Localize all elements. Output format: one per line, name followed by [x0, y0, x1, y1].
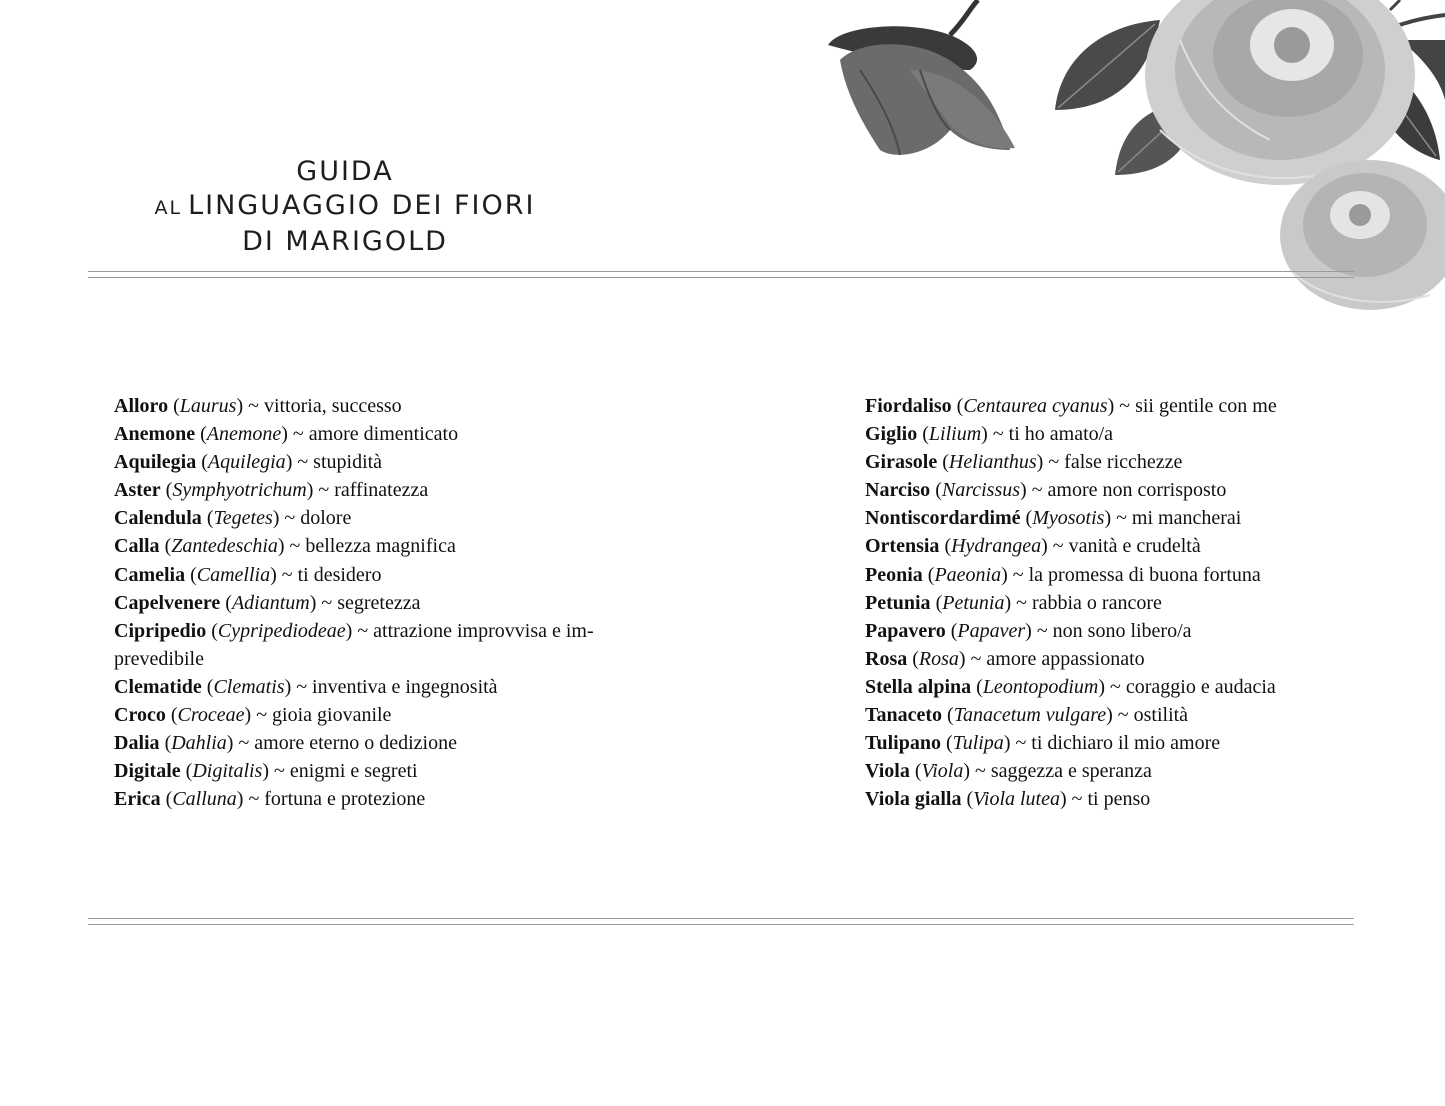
header-divider-bottom: [88, 277, 1354, 278]
poppy-flower: [828, 26, 1015, 155]
flower-entry: Nontiscordardimé (Myosotis) ~ mi mancherai: [865, 507, 1242, 530]
flower-name: Peonia: [865, 563, 923, 586]
title-prefix: AL: [154, 197, 183, 219]
flower-entry: Ortensia (Hydrangea) ~ vanità e crudeltà: [865, 535, 1201, 558]
flower-meaning: inventiva e ingegnosità: [312, 675, 498, 698]
flower-latin-name: Anemone: [206, 423, 282, 446]
flower-meaning: raffinatezza: [334, 479, 429, 502]
flower-latin-name: Tulipa: [952, 732, 1004, 755]
flower-latin-name: Tegetes: [213, 507, 273, 530]
flower-latin-name: Aquilegia: [207, 451, 286, 474]
flower-entry: Capelvenere (Adiantum) ~ segretezza: [114, 591, 421, 614]
flower-latin-name: Leontopodium: [982, 675, 1099, 698]
title-line-2: [100, 189, 590, 225]
flower-latin-name: Paeonia: [934, 563, 1002, 586]
header-divider-top: [88, 271, 1354, 272]
flower-name: Digitale: [114, 760, 181, 783]
flower-meaning: ti dichiaro il mio amore: [1031, 732, 1221, 755]
flower-meaning: mi mancherai: [1131, 507, 1242, 530]
flower-entry: Anemone (Anemone) ~ amore dimenticato: [114, 423, 459, 446]
flower-meaning: ti penso: [1087, 788, 1151, 811]
flower-latin-name: Cypripediodeae: [217, 619, 346, 642]
flower-entry: Fiordaliso (Centaurea cyanus) ~ sii gentile con me: [865, 395, 1277, 417]
flower-entry: Dalia (Dahlia) ~ amore eterno o dedizione: [114, 732, 457, 755]
flower-latin-name: Viola: [921, 760, 964, 783]
flower-name: Camelia: [114, 563, 186, 586]
flower-latin-name: Papaver: [957, 619, 1026, 642]
flower-entry: Tanaceto (Tanacetum vulgare) ~ ostilità: [865, 704, 1189, 727]
flower-entry: Tulipano (Tulipa) ~ ti dichiaro il mio amore: [865, 732, 1221, 755]
flower-meaning: non sono libero/a: [1052, 619, 1192, 642]
flower-entry: Calendula (Tegetes) ~ dolore: [114, 507, 352, 530]
flower-entry: Cipripedio (Cypripediodeae) ~ attrazione improvvisa e im-prevedibile: [114, 619, 594, 670]
flower-entry: Narciso (Narcissus) ~ amore non corrisposto: [865, 479, 1227, 502]
flower-latin-name: Petunia: [942, 591, 1005, 614]
flower-name: Fiordaliso: [865, 395, 952, 417]
flower-name: Narciso: [865, 479, 931, 502]
flower-name: Rosa: [865, 647, 908, 670]
flower-meaning: saggezza e speranza: [990, 760, 1152, 783]
flower-latin-name: Helianthus: [948, 451, 1037, 474]
flower-meaning: gioia giovanile: [272, 704, 392, 727]
flower-meaning: vanità e crudeltà: [1068, 535, 1201, 558]
flower-name: Girasole: [865, 451, 938, 474]
flower-name: Tanaceto: [865, 704, 943, 727]
flower-meaning: la promessa di buona fortuna: [1028, 563, 1261, 586]
flower-name: Tulipano: [865, 732, 941, 755]
flower-entry: Viola (Viola) ~ saggezza e speranza: [865, 760, 1152, 783]
flower-name: Giglio: [865, 423, 918, 446]
flower-meaning: bellezza magnifica: [305, 535, 456, 558]
flower-latin-name: Digitalis: [192, 760, 263, 783]
flower-name: Capelvenere: [114, 591, 221, 614]
flower-latin-name: Laurus: [179, 395, 237, 417]
flower-name: Aquilegia: [114, 451, 197, 474]
flower-entry: Calla (Zantedeschia) ~ bellezza magnifica: [114, 535, 456, 558]
flower-list-left: [114, 392, 614, 813]
flower-latin-name: Lilium: [928, 423, 982, 446]
flower-entry: Alloro (Laurus) ~ vittoria, successo: [114, 395, 402, 417]
page-title: [100, 155, 590, 259]
flower-entry: Petunia (Petunia) ~ rabbia o rancore: [865, 591, 1162, 614]
flower-meaning: ti desidero: [297, 563, 382, 586]
flower-latin-name: Croceae: [177, 704, 245, 727]
flower-entry: Peonia (Paeonia) ~ la promessa di buona fortuna: [865, 563, 1261, 586]
flower-entry: Stella alpina (Leontopodium) ~ coraggio e audacia: [865, 675, 1276, 698]
flower-latin-name: Zantedeschia: [171, 535, 278, 558]
flower-entry: Viola gialla (Viola lutea) ~ ti penso: [865, 788, 1151, 811]
flower-entry: Aster (Symphyotrichum) ~ raffinatezza: [114, 479, 429, 502]
floral-illustration: [800, 0, 1445, 320]
flower-meaning: stupidità: [313, 451, 383, 474]
flower-name: Stella alpina: [865, 675, 972, 698]
flower-latin-name: Clematis: [213, 675, 285, 698]
camellia-flower-large: [1145, 0, 1415, 185]
flower-entry: Girasole (Helianthus) ~ false ricchezze: [865, 451, 1183, 474]
flower-name: Petunia: [865, 591, 931, 614]
flower-name: Aster: [114, 479, 161, 502]
flower-latin-name: Narcissus: [941, 479, 1021, 502]
flower-meaning: ti ho amato/a: [1008, 423, 1114, 446]
flower-name: Calla: [114, 535, 160, 558]
flower-entry: Aquilegia (Aquilegia) ~ stupidità: [114, 451, 383, 474]
footer-divider-bottom: [88, 924, 1354, 925]
flower-name: Viola gialla: [865, 788, 962, 811]
flower-meaning: attrazione improvvisa e im-prevedibile: [114, 619, 594, 670]
flower-latin-name: Adiantum: [231, 591, 310, 614]
flower-meaning: segretezza: [337, 591, 421, 614]
flower-entry: Camelia (Camellia) ~ ti desidero: [114, 563, 382, 586]
flower-name: Papavero: [865, 619, 946, 642]
flower-name: Viola: [865, 760, 910, 783]
flower-list-right: [865, 392, 1335, 813]
flower-entry: Papavero (Papaver) ~ non sono libero/a: [865, 619, 1192, 642]
flower-meaning: rabbia o rancore: [1031, 591, 1162, 614]
flower-name: Cipripedio: [114, 619, 207, 642]
title-line-1: GUIDA: [296, 156, 394, 187]
flower-meaning: sii gentile con me: [1135, 395, 1277, 417]
footer-divider-top: [88, 918, 1354, 919]
flower-meaning: dolore: [300, 507, 352, 530]
flower-latin-name: Tanacetum vulgare: [953, 704, 1107, 727]
flower-meaning: amore appassionato: [986, 647, 1145, 670]
flower-latin-name: Rosa: [918, 647, 959, 670]
flower-entry: Clematide (Clematis) ~ inventiva e ingegnosità: [114, 675, 498, 698]
flower-name: Nontiscordardimé: [865, 507, 1021, 530]
flower-name: Calendula: [114, 507, 202, 530]
flower-name: Erica: [114, 788, 161, 811]
flower-latin-name: Dahlia: [171, 732, 227, 755]
flower-meaning: false ricchezze: [1064, 451, 1183, 474]
flower-name: Alloro: [114, 395, 169, 417]
flower-meaning: amore dimenticato: [308, 423, 459, 446]
flower-entry: Digitale (Digitalis) ~ enigmi e segreti: [114, 760, 418, 783]
flower-meaning: enigmi e segreti: [289, 760, 418, 783]
flower-meaning: amore eterno o dedizione: [254, 732, 457, 755]
flower-name: Dalia: [114, 732, 160, 755]
flower-latin-name: Myosotis: [1032, 507, 1105, 530]
title-line-2-text: LINGUAGGIO DEI FIORI: [188, 190, 536, 221]
flower-meaning: ostilità: [1133, 704, 1189, 727]
flower-latin-name: Hydrangea: [951, 535, 1042, 558]
flower-meaning: vittoria, successo: [263, 395, 402, 417]
flower-name: Ortensia: [865, 535, 940, 558]
flower-latin-name: Calluna: [172, 788, 237, 811]
flower-entry: Rosa (Rosa) ~ amore appassionato: [865, 647, 1145, 670]
title-line-3: DI MARIGOLD: [242, 226, 448, 257]
flower-latin-name: Centaurea cyanus: [963, 395, 1108, 417]
flower-name: Anemone: [114, 423, 196, 446]
flower-meaning: fortuna e protezione: [264, 788, 426, 811]
flower-entry: Giglio (Lilium) ~ ti ho amato/a: [865, 423, 1114, 446]
flower-latin-name: Camellia: [196, 563, 271, 586]
flower-name: Clematide: [114, 675, 202, 698]
flower-entry: Croco (Croceae) ~ gioia giovanile: [114, 704, 392, 727]
flower-entry: Erica (Calluna) ~ fortuna e protezione: [114, 788, 426, 811]
flower-meaning: coraggio e audacia: [1125, 675, 1276, 698]
flower-name: Croco: [114, 704, 166, 727]
flower-meaning: amore non corrisposto: [1047, 479, 1227, 502]
flower-latin-name: Viola lutea: [973, 788, 1060, 811]
flower-latin-name: Symphyotrichum: [172, 479, 307, 502]
